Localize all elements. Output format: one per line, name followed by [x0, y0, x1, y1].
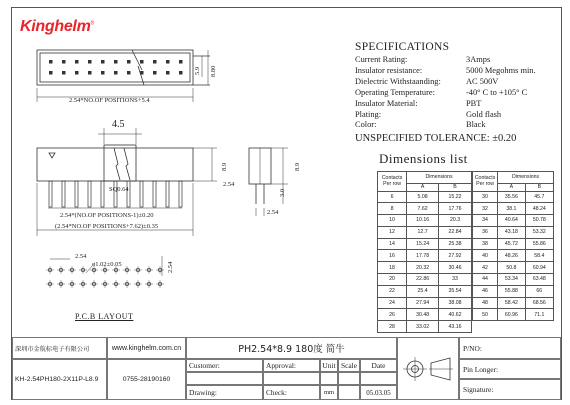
front-pin [49, 181, 52, 207]
dim-b-cell: 71.1 [525, 309, 553, 321]
overall-length-label: (2.54*NO.OF POSITIONS+7.62)±0.35 [55, 223, 159, 230]
spec-row [355, 120, 555, 131]
contacts-cell: 32 [473, 203, 498, 215]
top-h2-label: 8.80 [210, 65, 217, 77]
top-pin [127, 71, 131, 75]
table-row [378, 250, 472, 262]
col-b-header: B [525, 183, 553, 191]
top-h1-label: 5.9 [194, 66, 201, 75]
dim-a-cell: 10.16 [407, 215, 439, 227]
dim-b-cell: 35.54 [439, 285, 472, 297]
end-254-label: 2.54 [267, 209, 279, 216]
dim-b-cell: 45.7 [525, 191, 553, 203]
approval-value [263, 372, 320, 385]
spec-value: AC 500V [466, 76, 499, 86]
dim-b-cell: 27.92 [439, 250, 472, 262]
dim-a-cell: 60.96 [498, 309, 526, 321]
table-row [378, 274, 472, 286]
signature-label: Signature: [459, 379, 561, 400]
front-pin [88, 181, 91, 207]
spec-label: Insulator resistance: [355, 65, 423, 75]
scale-value [338, 385, 360, 400]
dim-b-cell: 17.76 [439, 203, 472, 215]
pcb-pitch-label: 2.54 [75, 253, 87, 260]
specifications-list [355, 55, 555, 131]
top-pin [101, 71, 105, 75]
pitch-minus-one-label: 2.54*(NO.OF POSITIONS-1)±0.20 [60, 212, 154, 219]
contacts-cell: 44 [473, 274, 498, 286]
spec-value: 3Amps [466, 55, 491, 64]
contacts-cell: 50 [473, 309, 498, 321]
contacts-header: Contacts Per row [473, 172, 498, 192]
spec-row [355, 77, 555, 88]
table-row [378, 262, 472, 274]
top-width-label: 2.54*NO.OF POSITIONS+5.4 [69, 97, 150, 104]
dim-a-cell: 45.72 [498, 238, 526, 250]
dim-a-cell: 33.02 [407, 321, 439, 333]
contacts-cell: 24 [378, 297, 407, 309]
dim-b-cell: 63.48 [525, 274, 553, 286]
product-title: PH2.54*8.9 180度 简牛 [186, 337, 397, 359]
logo-text: Kinghelm [20, 18, 91, 35]
table-row [378, 226, 472, 238]
top-pin [153, 71, 157, 75]
contacts-cell: 36 [473, 226, 498, 238]
dim-a-cell: 30.48 [407, 309, 439, 321]
dim-b-cell: 50.78 [525, 215, 553, 227]
contacts-cell: 18 [378, 262, 407, 274]
contacts-cell: 42 [473, 262, 498, 274]
dim-a-cell: 27.94 [407, 297, 439, 309]
pcb-layout-caption: P.C.B LAYOUT [75, 312, 134, 321]
date-cell-empty [360, 372, 397, 385]
dimensions-header: Dimensions [498, 172, 554, 184]
company-name: 深圳市金航标电子有限公司 [12, 337, 107, 359]
dim-45-label: 4.5 [112, 119, 125, 130]
dim-b-cell: 15.22 [439, 191, 472, 203]
dim-a-cell: 17.78 [407, 250, 439, 262]
company-website: www.kinghelm.com.cn [107, 337, 186, 359]
dim-a-cell: 22.86 [407, 274, 439, 286]
dim-a-cell: 12.7 [407, 226, 439, 238]
top-pin [140, 71, 144, 75]
dim-a-cell: 38.1 [498, 203, 526, 215]
top-pin [127, 60, 131, 64]
approval-label: Approval: [263, 359, 320, 372]
contacts-header: Contacts Per row [378, 172, 407, 192]
front-pin [62, 181, 65, 207]
top-pin [114, 71, 118, 75]
top-view-pin-grid [49, 60, 183, 75]
top-view-inner [40, 53, 190, 82]
front-pin [179, 181, 182, 207]
top-pin [49, 71, 53, 75]
spec-value: PBT [466, 98, 482, 108]
top-pin [166, 60, 170, 64]
dim-b-cell: 30.46 [439, 262, 472, 274]
contacts-cell: 10 [378, 215, 407, 227]
end-89-label: 8.9 [294, 162, 301, 171]
pin-longer-label: Pin Longer: [459, 359, 561, 379]
top-pin [75, 71, 79, 75]
table-row [378, 321, 472, 333]
contacts-cell: 48 [473, 297, 498, 309]
spec-label: Operating Temperature: [355, 87, 435, 97]
front-pin [114, 181, 117, 207]
contacts-cell: 46 [473, 285, 498, 297]
contacts-cell: 16 [378, 250, 407, 262]
dim-b-cell: 40.62 [439, 309, 472, 321]
contacts-cell: 12 [378, 226, 407, 238]
pno-label: P/NO: [459, 337, 561, 359]
dimensions-table-right [472, 171, 554, 321]
unit-cell-empty [320, 372, 338, 385]
dim-a-cell: 25.4 [407, 285, 439, 297]
spec-value: 5000 Megohms min. [466, 65, 536, 75]
spec-row [355, 88, 555, 99]
drawing-sheet [11, 7, 562, 400]
dim-a-cell: 40.64 [498, 215, 526, 227]
check-label: Check: [263, 385, 320, 400]
front-pin [153, 181, 156, 207]
top-pin [75, 60, 79, 64]
dim-b-cell: 20.3 [439, 215, 472, 227]
dim-a-cell: 35.56 [498, 191, 526, 203]
top-pin [49, 60, 53, 64]
unit-label: Unit [320, 359, 338, 372]
spec-row [355, 55, 555, 66]
dim-b-cell: 53.32 [525, 226, 553, 238]
title-block [12, 337, 561, 400]
dim-a-cell: 53.34 [498, 274, 526, 286]
spec-label: Color: [355, 120, 377, 130]
top-pin [179, 60, 183, 64]
date-label: Date [360, 359, 397, 372]
table-row [473, 297, 554, 309]
table-row [378, 191, 472, 203]
col-a-header: A [407, 183, 439, 191]
top-pin [166, 71, 170, 75]
side-89-label: 8.9 [221, 162, 228, 171]
projection-symbol-cell [397, 337, 459, 400]
table-row [473, 203, 554, 215]
dim-a-cell: 5.08 [407, 191, 439, 203]
contacts-cell: 8 [378, 203, 407, 215]
spec-label: Dielectric Withstaanding: [355, 76, 441, 86]
table-row [473, 250, 554, 262]
spec-label: Current Rating: [355, 55, 408, 64]
table-row [473, 238, 554, 250]
dim-b-cell: 55.86 [525, 238, 553, 250]
dim-b-cell: 22.84 [439, 226, 472, 238]
company-phone: 0755-28190160 [107, 359, 186, 400]
contacts-cell: 22 [378, 285, 407, 297]
front-view-pins [49, 181, 182, 207]
top-pin [62, 71, 66, 75]
spec-row [355, 99, 555, 110]
contacts-cell: 38 [473, 238, 498, 250]
pcb-hole-grid [46, 266, 164, 288]
dim-a-cell: 43.18 [498, 226, 526, 238]
customer-label: Customer: [186, 359, 263, 372]
tolerance-note: UNSPECIFIED TOLERANCE: ±0.20 [355, 133, 517, 145]
top-pin [101, 60, 105, 64]
logo-registered-mark: ® [90, 20, 94, 27]
table-row [473, 285, 554, 297]
table-row [473, 215, 554, 227]
top-pin [153, 60, 157, 64]
top-pin [88, 71, 92, 75]
dim-a-cell: 58.42 [498, 297, 526, 309]
contacts-cell: 28 [378, 321, 407, 333]
top-pin [88, 60, 92, 64]
top-pin [140, 60, 144, 64]
scale-cell-empty [338, 372, 360, 385]
dim-b-cell: 25.38 [439, 238, 472, 250]
top-pin [179, 71, 183, 75]
polarization-key [104, 145, 136, 181]
specifications-title: SPECIFICATIONS [355, 41, 450, 53]
dim-a-cell: 15.24 [407, 238, 439, 250]
top-pin [62, 60, 66, 64]
contacts-cell: 30 [473, 191, 498, 203]
dim-a-cell: 7.62 [407, 203, 439, 215]
pcb-row-pitch-label: 2.54 [167, 261, 174, 273]
table-row [378, 203, 472, 215]
dim-b-cell: 48.24 [525, 203, 553, 215]
side-254-label: 2.54 [223, 181, 235, 188]
dim-b-cell: 60.94 [525, 262, 553, 274]
contacts-cell: 14 [378, 238, 407, 250]
front-pin [166, 181, 169, 207]
table-row [473, 262, 554, 274]
dim-b-cell: 58.4 [525, 250, 553, 262]
third-angle-projection-icon [400, 352, 456, 386]
spec-value: Black [466, 120, 486, 130]
table-row [473, 274, 554, 286]
dim-a-cell: 50.8 [498, 262, 526, 274]
table-row [378, 297, 472, 309]
table-row [473, 309, 554, 321]
date-value: 05.03.05 [360, 385, 397, 400]
spec-value: Gold flash [466, 109, 502, 119]
dimensions-header: Dimensions [407, 172, 472, 184]
col-a-header: A [498, 183, 526, 191]
dim-b-cell: 33 [439, 274, 472, 286]
contacts-cell: 34 [473, 215, 498, 227]
dim-b-cell: 66 [525, 285, 553, 297]
spec-value: -40° C to +105° C [466, 87, 528, 97]
front-pin [75, 181, 78, 207]
dim-b-cell: 43.16 [439, 321, 472, 333]
front-pin [140, 181, 143, 207]
spec-row [355, 110, 555, 121]
contacts-cell: 20 [378, 274, 407, 286]
dimensions-list-title: Dimensions list [379, 151, 468, 166]
dim-b-cell: 38.08 [439, 297, 472, 309]
scale-label: Scale [338, 359, 360, 372]
dim-a-cell: 48.26 [498, 250, 526, 262]
customer-value [186, 372, 263, 385]
table-row [378, 238, 472, 250]
contacts-cell: 26 [378, 309, 407, 321]
table-row [378, 285, 472, 297]
dim-a-cell: 20.32 [407, 262, 439, 274]
pin-size-label: SQ0.64 [109, 186, 129, 193]
top-view-body [37, 50, 193, 85]
table-row [473, 226, 554, 238]
front-pin [127, 181, 130, 207]
dim-b-cell: 68.56 [525, 297, 553, 309]
contacts-cell: 40 [473, 250, 498, 262]
table-row [378, 215, 472, 227]
col-b-header: B [439, 183, 472, 191]
spec-row [355, 66, 555, 77]
part-number: KH-2.54PH180-2X11P-L8.9 [12, 359, 107, 400]
dimensions-table-left [377, 171, 472, 333]
table-row [378, 309, 472, 321]
spec-label: Plating: [355, 109, 382, 119]
pcb-hole-label: ø1.02±0.05 [92, 261, 122, 268]
specifications-block [355, 41, 555, 144]
front-pin [101, 181, 104, 207]
drawing-label: Drawing: [186, 385, 263, 400]
unit-value: mm [320, 385, 338, 400]
table-row [473, 191, 554, 203]
end-30-label: 3.0 [279, 188, 286, 197]
top-pin [114, 60, 118, 64]
contacts-cell: 6 [378, 191, 407, 203]
dim-a-cell: 55.88 [498, 285, 526, 297]
spec-label: Insulator Material: [355, 98, 418, 108]
